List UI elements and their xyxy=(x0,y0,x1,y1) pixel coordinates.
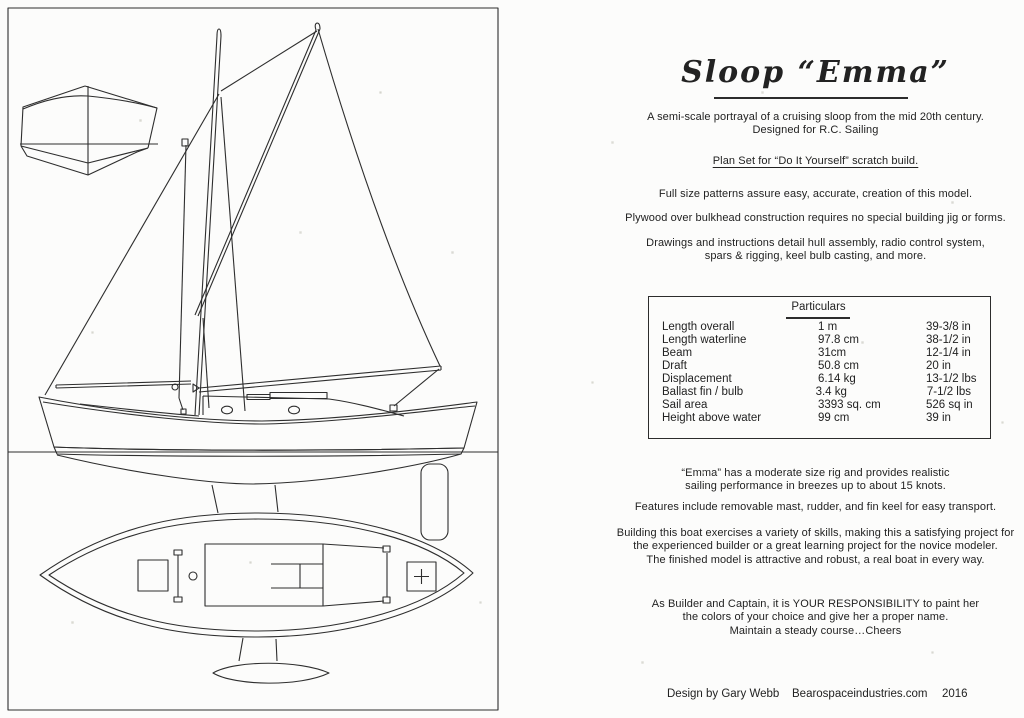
table-row xyxy=(662,386,982,399)
closing-line-2: the colors of your choice and give her a proper name. xyxy=(682,611,949,624)
table-row xyxy=(662,334,982,347)
feature-paragraph-3-line-1: Drawings and instructions detail hull assembly, radio control system, xyxy=(646,237,985,249)
description-paragraph-1-line-2: sailing performance in breezes up to about 15 knots. xyxy=(685,480,946,493)
particular-imperial: 20 in xyxy=(926,360,951,372)
particular-metric: 31cm xyxy=(818,347,847,359)
description-paragraph-1 xyxy=(607,467,1024,494)
plan-set-line xyxy=(607,155,1024,168)
closing-paragraph xyxy=(607,598,1024,638)
particular-metric: 50.8 cm xyxy=(818,360,859,372)
description-paragraph-2: Features include removable mast, rudder, and fin keel for easy transport. xyxy=(634,501,997,513)
footer-website: Bearospaceindustries.com xyxy=(792,688,928,700)
table-row xyxy=(662,373,982,386)
deck-plan-view xyxy=(40,513,473,683)
feature-paragraph-3 xyxy=(607,237,1024,264)
particular-imperial: 38-1/2 in xyxy=(926,334,971,346)
table-row xyxy=(662,412,982,425)
particular-label: Ballast fin / bulb xyxy=(662,386,744,398)
particular-metric: 3393 sq. cm xyxy=(818,399,881,411)
particular-label: Height above water xyxy=(662,412,762,424)
intro-paragraph xyxy=(607,111,1024,138)
particular-label: Length overall xyxy=(662,321,735,333)
table-row xyxy=(662,360,982,373)
title-underline xyxy=(714,97,908,99)
table-row xyxy=(662,321,982,334)
intro-line-1: A semi-scale portrayal of a cruising sloop from the mid 20th century. xyxy=(647,111,984,123)
page-title: Sloop “Emma” xyxy=(681,55,950,90)
particulars-table xyxy=(662,321,982,425)
description-paragraph-3-line-1: Building this boat exercises a variety of skills, making this a satisfying project for xyxy=(616,527,1015,539)
particular-label: Displacement xyxy=(662,373,732,385)
particular-imperial: 12-1/4 in xyxy=(926,347,971,359)
plan-set-text: Plan Set for “Do It Yourself” scratch build. xyxy=(712,155,919,167)
description-paragraph-3-line-3: The finished model is attractive and robust, a real boat in every way. xyxy=(646,553,985,566)
particular-imperial: 526 sq in xyxy=(926,399,973,411)
description-paragraph-3-line-2: the experienced builder or a great learning project for the novice modeler. xyxy=(633,540,998,553)
rudder-detail xyxy=(421,464,448,540)
particulars-heading: Particulars xyxy=(791,301,846,313)
particulars-heading-underline xyxy=(786,317,850,319)
particular-metric: 1 m xyxy=(818,321,838,333)
footer-year: 2016 xyxy=(942,688,968,700)
particular-metric: 97.8 cm xyxy=(818,334,859,346)
particular-label: Sail area xyxy=(662,399,708,411)
intro-line-2: Designed for R.C. Sailing xyxy=(752,124,879,137)
table-row xyxy=(662,399,982,412)
particular-metric: 3.4 kg xyxy=(815,386,847,398)
particular-imperial: 39 in xyxy=(926,412,951,424)
particular-imperial: 7-1/2 lbs xyxy=(926,386,971,398)
footer-designer: Design by Gary Webb xyxy=(667,688,780,700)
feature-paragraph-3-line-2: spars & rigging, keel bulb casting, and more. xyxy=(704,250,927,263)
hull-perspective-sketch xyxy=(20,86,158,175)
particular-metric: 99 cm xyxy=(818,412,850,424)
particular-label: Length waterline xyxy=(662,334,747,346)
particular-label: Beam xyxy=(662,347,693,359)
table-row xyxy=(662,347,982,360)
particular-imperial: 39-3/8 in xyxy=(926,321,971,333)
particular-label: Draft xyxy=(662,360,687,372)
description-paragraph-3 xyxy=(607,527,1024,567)
description-paragraph-1-line-1: “Emma” has a moderate size rig and provides realistic xyxy=(681,467,950,479)
closing-line-1: As Builder and Captain, it is YOUR RESPONSIBILITY to paint her xyxy=(651,598,980,610)
closing-line-3: Maintain a steady course…Cheers xyxy=(729,624,902,637)
feature-paragraph-2: Plywood over bulkhead construction requires no special building jig or forms. xyxy=(625,212,1006,224)
feature-paragraph-1: Full size patterns assure easy, accurate, creation of this model. xyxy=(658,188,973,200)
particular-metric: 6.14 kg xyxy=(818,373,856,385)
sail-plan-side-view xyxy=(8,23,498,513)
particular-imperial: 13-1/2 lbs xyxy=(926,373,977,385)
